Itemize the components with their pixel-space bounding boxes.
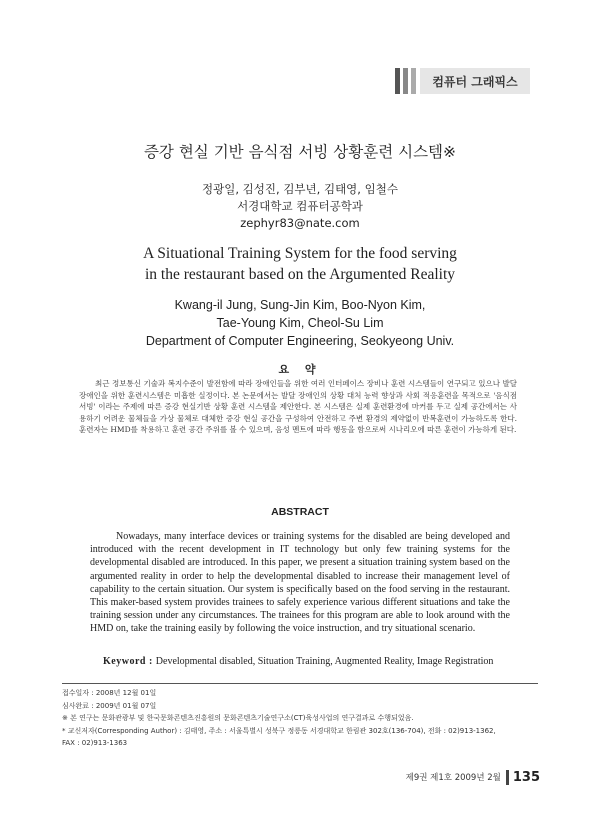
english-title-line-1: A Situational Training System for the food serving (143, 245, 457, 262)
fax-number: FAX : 02)913-1363 (62, 739, 128, 747)
section-tag-bars (395, 68, 416, 94)
summary-heading: 요 약 (278, 363, 322, 376)
abstract-heading: ABSTRACT (271, 506, 329, 518)
korean-title: 증강 현실 기반 음식점 서빙 상황훈련 시스템※ (143, 143, 457, 161)
keyword-line (103, 656, 523, 669)
funding-note: ※ 본 연구는 문화관광부 및 한국문화콘텐츠진흥원의 문화콘텐츠기술연구소(CT)육성사업의 연구결과로 수행되었음. (62, 714, 414, 722)
received-date: 접수일자 : 2008년 12월 01일 (62, 689, 157, 697)
abstract-body: Nowadays, many interface devices or training systems for the disabled are being developed and introduced with the recent development in IT technology but only few training systems for the developmental disabled are introduced. In this paper, we present a situation training system based on the argumented reality in order to help the developmental disabled to increase their management level of capability to the certain situation. Our system is specifically based on the food serving in the restaurant. This maker-based system provides trainees to safely experience various different situations and take the training session under any circumstances. The trainees for this program are able to look around with the HMD on, take the training easily by following the voice instruction, and try situational scenario. (90, 531, 510, 635)
english-author-block (0, 296, 600, 350)
english-affiliation: Department of Computer Engineering, Seokyeong Univ. (145, 334, 455, 348)
korean-authors: 정광일, 김성진, 김부년, 김태영, 임철수 (202, 182, 398, 196)
english-title-line-2: in the restaurant based on the Argumented Reality (144, 266, 456, 283)
corresponding-author: * 교신저자(Corresponding Author) : 김태영, 주소 : 서울특별시 성북구 정릉동 서경대학교 한림관 302호(136-704), 전화 : 02)913-1362, (62, 726, 496, 735)
author-email: zephyr83@nate.com (240, 216, 360, 230)
issue-info: 제9권 제1호 2009년 2월 (405, 773, 501, 783)
review-date: 심사완료 : 2009년 01월 07일 (62, 701, 157, 710)
footer-bar (506, 770, 509, 785)
footnotes (62, 687, 542, 750)
page-footer (380, 768, 540, 786)
english-authors-line-2: Tae-Young Kim, Cheol-Su Lim (216, 316, 384, 330)
keyword-value: Developmental disabled, Situation Training, Augmented Reality, Image Registration (155, 656, 494, 667)
english-authors-line-1: Kwang-il Jung, Sung-Jin Kim, Boo-Nyon Kim, (174, 298, 426, 312)
korean-affiliation: 서경대학교 컴퓨터공학과 (237, 199, 363, 213)
section-label: 컴퓨터 그래픽스 (420, 68, 530, 94)
summary-body: 최근 정보통신 기술과 복지수준이 발전함에 따라 장애인들을 위한 여러 인터페이스 장비나 훈련 시스템들이 연구되고 있으나 발달 장애인을 위한 훈련시스템은 미흡한 실정이다. 본 논문에서는 발달 장애인의 상황 대처 능력 향상과 사회 적응훈련을 목적으로 '음식점 서빙' 이라는 주제에 따른 증강 현실기반 상황 훈련 시스템을 제안한다. 본 시스템은 실제 훈련환경에 마커를 두고 실제 공간에서는 사용하기 어려운 물체들을 가상 물체로 대체한 증강 현실 공간을 구성하여 안전하고 주변 환경의 제약없이 반복훈련이 가능하도록 한다. 훈련자는 HMD를 착용하고 훈련 공간 주위를 볼 수 있으며, 음성 멘트에 따라 행동을 함으로써 시나리오에 따른 훈련이 가능하게 된다. (79, 379, 517, 435)
english-title (0, 243, 600, 285)
section-tag (395, 68, 530, 94)
keyword-label: Keyword : (103, 656, 153, 667)
korean-author-block (0, 181, 600, 232)
footnote-divider (62, 683, 538, 684)
page-number: 135 (512, 769, 540, 785)
